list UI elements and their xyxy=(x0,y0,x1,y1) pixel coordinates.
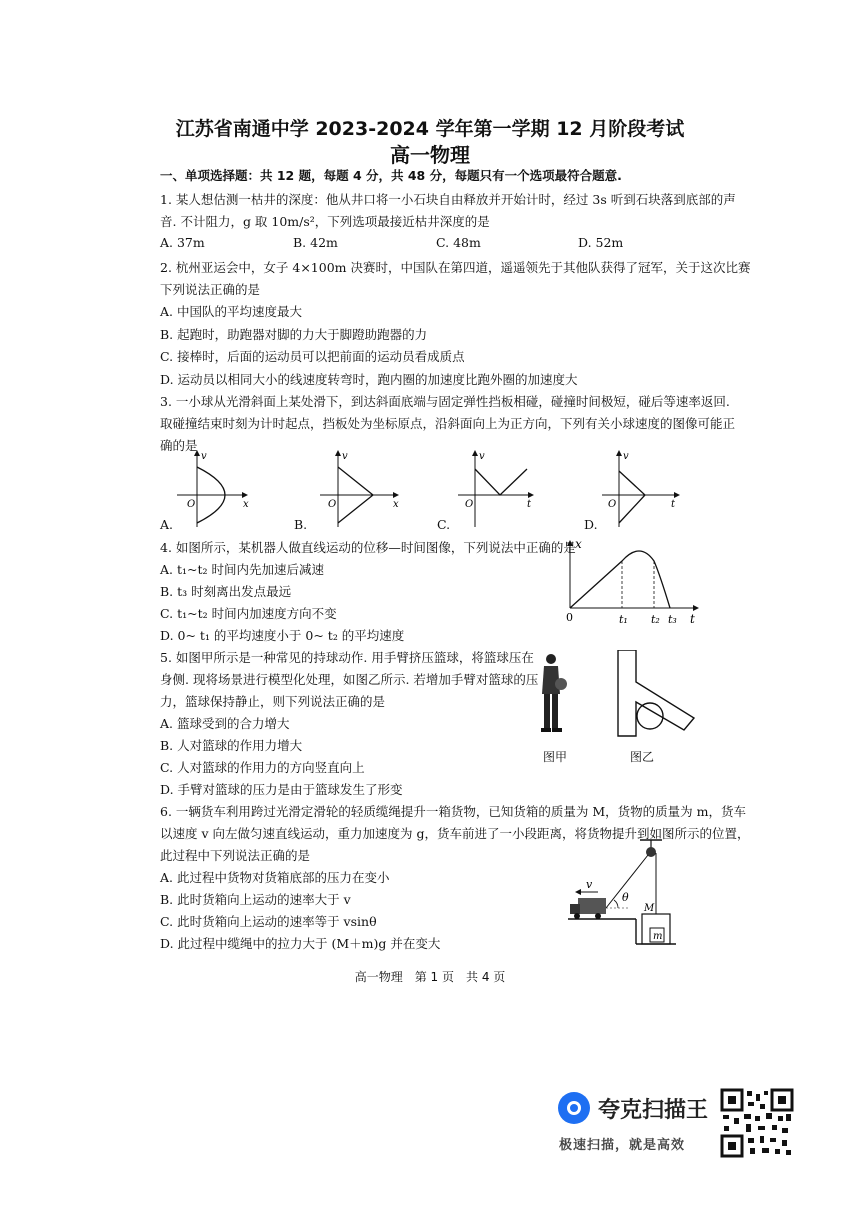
q3b-v-label: v xyxy=(342,451,348,462)
q4-xt-graph xyxy=(558,535,708,630)
q1-option-a: A. 37m xyxy=(160,235,205,250)
q4-stem: 4. 如图所示，某机器人做直线运动的位移—时间图像，下列说法中正确的是 xyxy=(160,540,576,555)
q3d-origin-label: O xyxy=(608,499,617,510)
q3-graph-d xyxy=(602,451,679,527)
q3-option-a: A. xyxy=(160,517,174,532)
q4-option-a: A. t₁~t₂ 时间内先加速后减速 xyxy=(160,562,324,577)
watermark-brand: 夸克扫描王 xyxy=(598,1098,709,1123)
exam-title: 江苏省南通中学 2023-2024 学年第一学期 12 月阶段考试 xyxy=(175,118,685,140)
q5-option-b: B. 人对篮球的作用力增大 xyxy=(160,738,303,753)
q3-stem-line1: 3. 一小球从光滑斜面上某处滑下，到达斜面底端与固定弹性挡板相碰，碰撞时间极短，碰后等速率返回. xyxy=(160,394,730,409)
q3-graph-a xyxy=(177,451,249,527)
q2-option-a: A. 中国队的平均速度最大 xyxy=(160,304,302,319)
q3-graph-b xyxy=(320,451,399,527)
q4-option-d: D. 0~ t₁ 的平均速度小于 0~ t₂ 的平均速度 xyxy=(160,628,405,643)
q6-v-label: v xyxy=(586,878,593,891)
q6-stem-line1: 6. 一辆货车利用跨过光滑定滑轮的轻质缆绳提升一箱货物，已知货箱的质量为 M，货物的质量为 m，货车 xyxy=(160,804,747,819)
q3-graph-c xyxy=(458,451,533,527)
q4-origin-label: 0 xyxy=(566,611,573,624)
q6-stem-line2: 以速度 v 向左做匀速直线运动，重力加速度为 g，货车前进了一小段距离，将货物提升到如图所示的位置， xyxy=(160,826,750,841)
q1-option-d: D. 52m xyxy=(578,235,624,250)
q5-option-a: A. 篮球受到的合力增大 xyxy=(160,716,290,731)
q2-stem-line2: 下列说法正确的是 xyxy=(160,282,261,297)
q3-stem-line3: 确的是 xyxy=(160,438,198,453)
watermark-slogan: 极速扫描，就是高效 xyxy=(559,1138,686,1153)
q4-t1-label: t₁ xyxy=(619,613,628,626)
q6-option-c: C. 此时货箱向上运动的速率等于 vsinθ xyxy=(160,914,377,929)
q3a-origin-label: O xyxy=(187,499,196,510)
q6-option-b: B. 此时货箱向上运动的速率大于 v xyxy=(160,892,351,907)
q4-t2-label: t₂ xyxy=(651,613,660,626)
q6-stem-line3: 此过程中下列说法正确的是 xyxy=(160,848,311,863)
q4-t-label: t xyxy=(690,612,695,626)
q3-option-b: B. xyxy=(294,517,308,532)
q3b-origin-label: O xyxy=(328,499,337,510)
q3-stem-line2: 取碰撞结束时刻为计时起点，挡板处为坐标原点，沿斜面向上为正方向，下列有关小球速度的图像可能正 xyxy=(160,416,736,431)
q3d-t-label: t xyxy=(671,499,676,510)
q2-stem-line1: 2. 杭州亚运会中，女子 4×100m 决赛时，中国队在第四道，遥遥领先于其他队获得了冠军，关于这次比赛 xyxy=(160,260,751,275)
q6-option-d: D. 此过程中缆绳中的拉力大于 (M＋m)g 并在变大 xyxy=(160,936,441,951)
q6-M-label: M xyxy=(644,903,655,914)
page-footer: 高一物理 第 1 页 共 4 页 xyxy=(354,970,506,984)
q5-model-figure xyxy=(618,650,694,736)
q5-stem-line1: 5. 如图甲所示是一种常见的持球动作. 用手臂挤压篮球，将篮球压在 xyxy=(160,650,534,665)
q3c-v-label: v xyxy=(479,451,485,462)
q3b-x-label: x xyxy=(393,499,399,510)
q1-stem-line1: 1. 某人想估测一枯井的深度：他从井口将一小石块自由释放并开始计时，经过 3s 听到石块落到底部的声 xyxy=(160,192,736,207)
q3d-v-label: v xyxy=(623,451,629,462)
q4-option-c: C. t₁~t₂ 时间内加速度方向不变 xyxy=(160,606,337,621)
q5-fig1-caption: 图甲 xyxy=(543,750,568,764)
q1-stem-line2: 音. 不计阻力，g 取 10m/s²，下列选项最接近枯井深度的是 xyxy=(160,214,490,229)
q3-graphs xyxy=(155,445,695,535)
q5-person-figure xyxy=(541,654,567,732)
q5-figures xyxy=(534,650,704,740)
q6-m-label: m xyxy=(653,931,663,942)
q3c-t-label: t xyxy=(527,499,532,510)
q4-t3-label: t₃ xyxy=(668,613,677,626)
q5-option-c: C. 人对篮球的作用力的方向竖直向上 xyxy=(160,760,365,775)
q3-option-d: D. xyxy=(584,517,598,532)
section-heading: 一、单项选择题：共 12 题，每题 4 分，共 48 分，每题只有一个选项最符合题意. xyxy=(160,168,622,183)
q1-option-b: B. 42m xyxy=(293,235,338,250)
q6-pulley-figure xyxy=(568,838,708,950)
q1-option-c: C. 48m xyxy=(436,235,481,250)
q3c-origin-label: O xyxy=(465,499,474,510)
q3-option-c: C. xyxy=(437,517,451,532)
q6-theta-label: θ xyxy=(622,891,629,904)
qr-code-icon xyxy=(720,1088,794,1158)
q5-stem-line2: 身侧. 现将场景进行模型化处理，如图乙所示. 若增加手臂对篮球的压 xyxy=(160,672,539,687)
q3a-x-label: x xyxy=(243,499,249,510)
q4-x-label: x xyxy=(575,537,582,551)
scanner-logo-icon xyxy=(558,1092,590,1124)
q5-stem-line3: 力，篮球保持静止，则下列说法正确的是 xyxy=(160,694,386,709)
q4-option-b: B. t₃ 时刻离出发点最远 xyxy=(160,584,292,599)
exam-subject: 高一物理 xyxy=(390,143,470,167)
q2-option-b: B. 起跑时，助跑器对脚的力大于脚蹬助跑器的力 xyxy=(160,327,428,342)
q2-option-c: C. 接棒时，后面的运动员可以把前面的运动员看成质点 xyxy=(160,349,465,364)
q5-option-d: D. 手臂对篮球的压力是由于篮球发生了形变 xyxy=(160,782,403,797)
q6-option-a: A. 此过程中货物对货箱底部的压力在变小 xyxy=(160,870,390,885)
q3a-v-label: v xyxy=(201,451,207,462)
q5-fig2-caption: 图乙 xyxy=(630,750,655,764)
q2-option-d: D. 运动员以相同大小的线速度转弯时，跑内圈的加速度比跑外圈的加速度大 xyxy=(160,372,578,387)
